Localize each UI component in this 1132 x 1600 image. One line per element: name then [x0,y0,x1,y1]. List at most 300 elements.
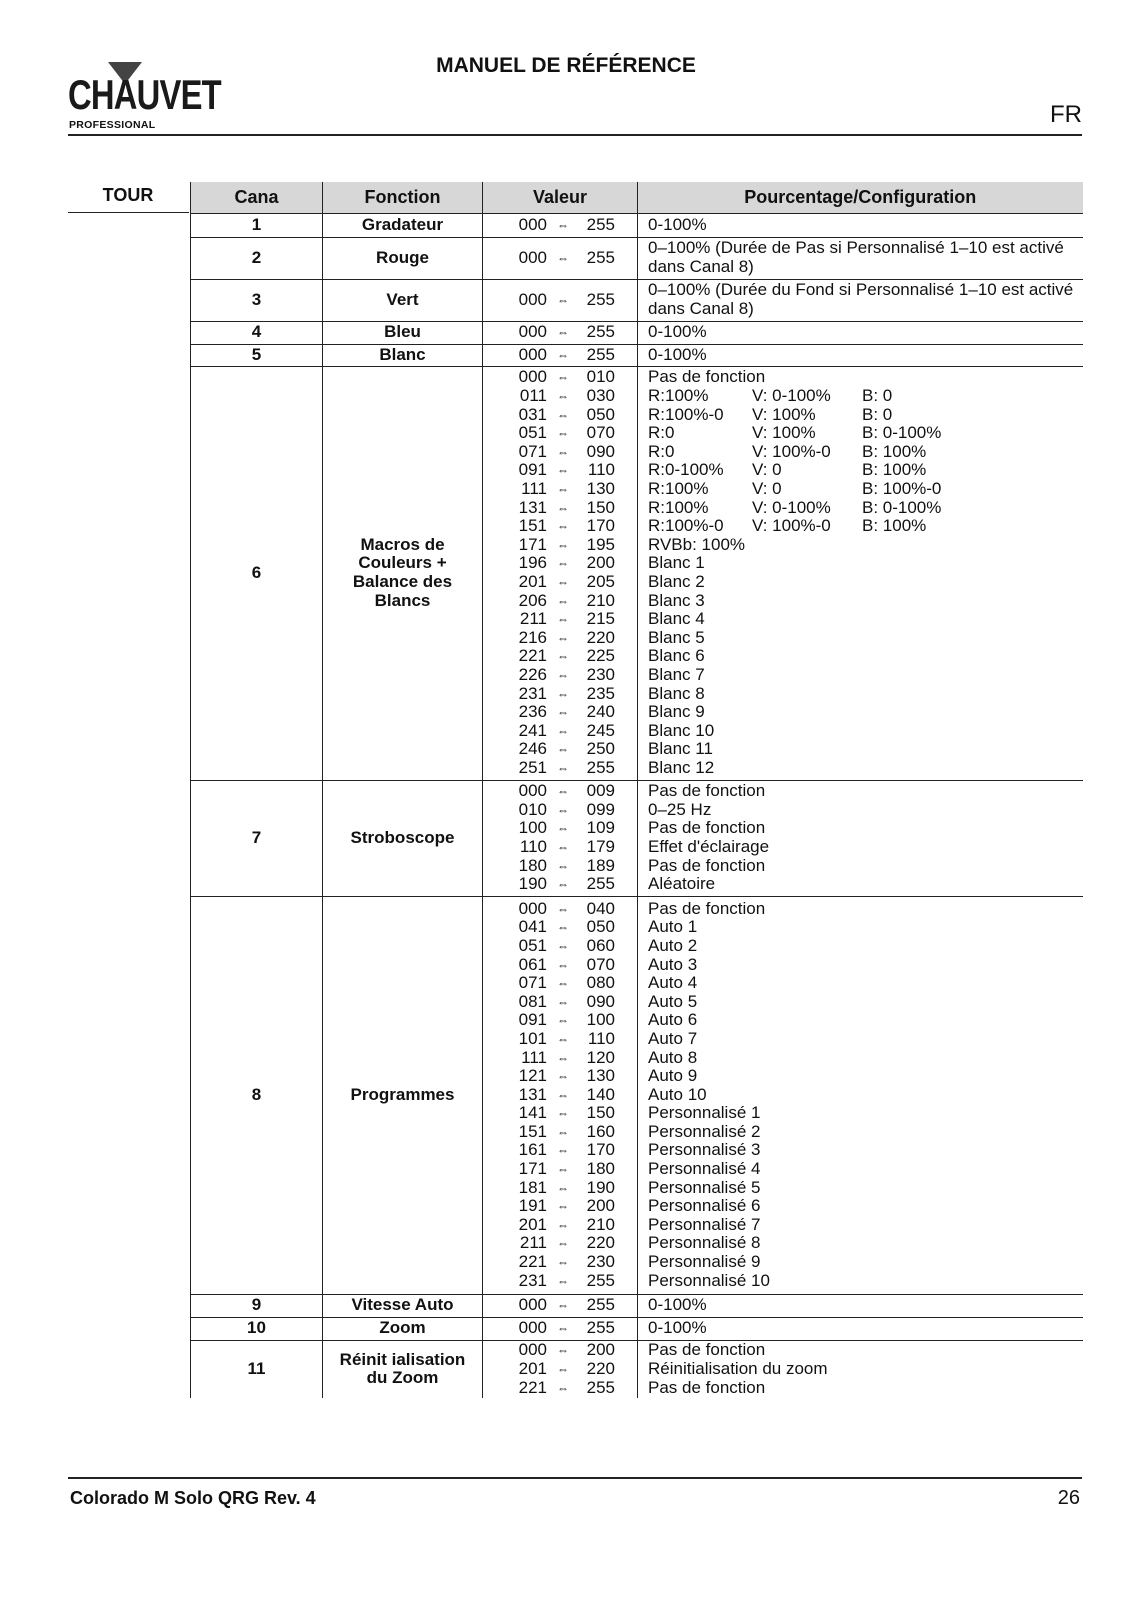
brand-logo [68,62,221,132]
channel-function: Programmes [323,896,483,1294]
configuration-text: Blanc 5 [648,627,705,647]
range-start: 171 [518,1159,547,1179]
value-range-cell [483,780,638,896]
configuration-text: Pas de fonction [648,855,766,875]
range-start: 000 [518,898,547,918]
range-end: 150 [586,1103,615,1123]
range-start: 171 [518,534,547,554]
range-start: 161 [518,1140,547,1160]
range-end: 050 [586,917,615,937]
range-end: 200 [586,1340,615,1360]
configuration-text: Auto 10 [648,1084,707,1104]
configuration-text: Pas de fonction [648,898,766,918]
range-arrow-icon: ⇔ [557,920,569,935]
rgbw-component: B: 100%-0 [862,479,942,499]
rgbw-component: R:0 [648,423,675,443]
range-start: 251 [518,757,547,777]
range-end: 240 [586,702,615,722]
range-end: 179 [586,837,615,856]
range-arrow-icon: ⇔ [557,1069,569,1084]
configuration-cell [638,321,1083,344]
rgbw-component: R:0-100% [648,460,724,480]
range-arrow-icon: ⇔ [557,705,569,720]
page-number: 26 [1057,1487,1080,1509]
range-end: 160 [586,1121,615,1141]
range-end: 030 [586,386,615,406]
range-end: 060 [586,935,615,955]
range-arrow-icon: ⇔ [557,325,569,340]
value-range [511,666,637,685]
configuration-text: Auto 6 [648,1010,698,1030]
value-range [511,554,637,573]
value-range [511,875,637,894]
value-range [511,1216,637,1235]
configuration-text: Personnalisé 9 [648,1252,761,1272]
range-end: 255 [586,322,615,342]
value-range [511,647,637,666]
range-arrow-icon: ⇔ [557,667,569,682]
rgbw-component: V: 100%-0 [752,441,831,461]
range-arrow-icon: ⇔ [557,1361,569,1376]
configuration-text: Personnalisé 7 [648,1214,761,1234]
range-start: 226 [518,664,547,684]
value-range [511,346,637,365]
range-arrow-icon: ⇔ [557,500,569,515]
configuration-text: Personnalisé 6 [648,1196,761,1216]
mode-divider [68,212,189,213]
language-code: FR [1050,101,1082,128]
range-end: 255 [586,344,615,364]
range-start: 236 [518,702,547,722]
configuration-cell [638,213,1083,237]
value-range [511,1296,637,1315]
channel-function: Réinit ialisation du Zoom [323,1340,483,1398]
range-arrow-icon: ⇔ [557,250,569,265]
channel-number: 2 [191,237,323,279]
configuration-text: Auto 7 [648,1028,698,1048]
range-arrow-icon: ⇔ [557,957,569,972]
range-end: 245 [586,720,615,740]
range-arrow-icon: ⇔ [557,1031,569,1046]
range-arrow-icon: ⇔ [557,537,569,552]
value-range [511,857,637,876]
value-range-cell [483,1317,638,1340]
configuration-text: 0-100% [648,1318,707,1338]
rgbw-setting [648,461,1075,480]
configuration-text: RVBb: 100% [648,534,746,554]
rgbw-component: R:100% [648,479,709,499]
value-range [511,406,637,425]
range-end: 220 [586,1358,615,1378]
table-row [191,344,1083,366]
value-range [511,443,637,462]
rgbw-setting [648,387,1075,406]
value-range [511,1379,637,1398]
rgbw-setting [648,499,1075,518]
value-range-cell [483,344,638,366]
range-end: 230 [586,664,615,684]
value-range [511,1123,637,1142]
value-range [511,291,637,310]
range-arrow-icon: ⇔ [557,1013,569,1028]
value-range-cell [483,237,638,279]
range-arrow-icon: ⇔ [557,519,569,534]
value-range [511,1179,637,1198]
configuration-cell [638,366,1083,780]
range-arrow-icon: ⇔ [557,858,569,873]
range-start: 000 [518,247,547,267]
channel-number: 8 [191,896,323,1294]
range-start: 141 [518,1103,547,1123]
range-arrow-icon: ⇔ [557,1143,569,1158]
channel-number: 11 [191,1340,323,1398]
range-start: 231 [518,1270,547,1290]
table-row [191,279,1083,321]
range-end: 210 [586,1214,615,1234]
value-range [511,216,637,235]
range-start: 121 [518,1066,547,1086]
range-start: 000 [518,322,547,342]
rgbw-setting [648,517,1075,536]
configuration-text: Réinitialisation du zoom [648,1358,828,1378]
range-arrow-icon: ⇔ [557,938,569,953]
channel-function: Bleu [323,321,483,344]
rgbw-component: B: 0 [862,386,893,406]
range-start: 111 [521,479,547,499]
configuration-text: 0-100% [648,1295,707,1315]
configuration-text: Auto 9 [648,1066,698,1086]
range-start: 196 [518,553,547,573]
range-end: 230 [586,1252,615,1272]
range-start: 000 [518,1295,547,1315]
configuration-text: Blanc 10 [648,720,715,740]
channel-function: Blanc [323,344,483,366]
range-end: 109 [586,818,615,838]
configuration-cell [638,279,1083,321]
range-end: 130 [586,1066,615,1086]
value-range [511,740,637,759]
configuration-text: Auto 4 [648,973,698,993]
value-range [511,918,637,937]
table-row [191,237,1083,279]
range-start: 000 [518,367,547,387]
configuration-text: Auto 3 [648,954,698,974]
range-start: 000 [518,214,547,234]
range-end: 235 [586,683,615,703]
configuration-text: Personnalisé 3 [648,1140,761,1160]
value-range [511,956,637,975]
range-end: 010 [586,367,615,387]
range-end: 250 [586,739,615,759]
range-arrow-icon: ⇔ [557,901,569,916]
rgbw-setting [648,424,1075,443]
configuration-text: Blanc 1 [648,553,705,573]
configuration-cell [638,344,1083,366]
range-end: 070 [586,954,615,974]
rgbw-component: V: 100%-0 [752,516,831,536]
range-arrow-icon: ⇔ [557,723,569,738]
value-range-cell [483,1294,638,1317]
range-arrow-icon: ⇔ [557,802,569,817]
channel-number: 6 [191,366,323,780]
configuration-text: Personnalisé 2 [648,1121,761,1141]
table-row [191,366,1083,780]
range-start: 201 [518,1214,547,1234]
range-arrow-icon: ⇔ [557,630,569,645]
range-end: 255 [586,1270,615,1290]
range-end: 200 [586,1196,615,1216]
configuration-text: Personnalisé 1 [648,1103,761,1123]
configuration-text: Auto 1 [648,917,698,937]
range-end: 225 [586,646,615,666]
range-start: 071 [518,973,547,993]
configuration-text: Personnalisé 5 [648,1177,761,1197]
range-end: 009 [586,781,615,801]
value-range [511,838,637,857]
range-arrow-icon: ⇔ [557,784,569,799]
range-start: 061 [518,954,547,974]
footer-divider [68,1477,1082,1479]
channel-function: Stroboscope [323,780,483,896]
range-start: 201 [518,1358,547,1378]
range-end: 170 [586,516,615,536]
configuration-text: Auto 5 [648,991,698,1011]
value-range [511,993,637,1012]
configuration-text: Blanc 12 [648,757,715,777]
range-end: 120 [586,1047,615,1067]
value-range [511,1319,637,1338]
range-end: 150 [586,497,615,517]
range-start: 041 [518,917,547,937]
range-end: 040 [586,898,615,918]
range-start: 011 [519,386,547,406]
range-arrow-icon: ⇔ [557,840,569,854]
table-header-row [191,182,1083,213]
table-row [191,1340,1083,1398]
range-arrow-icon: ⇔ [557,1162,569,1177]
range-start: 071 [518,441,547,461]
column-header-value: Valeur [483,182,638,213]
value-range [511,937,637,956]
configuration-text: 0-100% [648,344,707,364]
range-arrow-icon: ⇔ [557,1087,569,1102]
range-arrow-icon: ⇔ [557,347,569,362]
range-arrow-icon: ⇔ [557,444,569,459]
range-start: 246 [518,739,547,759]
value-range-cell [483,1340,638,1398]
range-arrow-icon: ⇔ [557,1217,569,1232]
range-arrow-icon: ⇔ [557,1124,569,1139]
channel-number: 4 [191,321,323,344]
configuration-text: Blanc 11 [648,739,713,759]
range-arrow-icon: ⇔ [557,649,569,664]
range-start: 000 [518,344,547,364]
range-end: 090 [586,441,615,461]
configuration-text: Blanc 7 [648,664,705,684]
range-end: 080 [586,973,615,993]
rgbw-setting [648,406,1075,425]
range-end: 195 [586,534,615,554]
range-start: 051 [518,423,547,443]
range-arrow-icon: ⇔ [557,1199,569,1214]
configuration-cell [638,237,1083,279]
range-end: 140 [586,1084,615,1104]
configuration-text: Pas de fonction [648,367,766,387]
range-arrow-icon: ⇔ [557,1255,569,1270]
value-range [511,759,637,778]
rgbw-component: V: 0-100% [752,386,831,406]
channel-function: Vert [323,279,483,321]
value-range [511,1253,637,1272]
range-end: 215 [586,609,615,629]
range-start: 241 [518,720,547,740]
table-row [191,321,1083,344]
channel-function: Zoom [323,1317,483,1340]
configuration-text: 0–25 Hz [648,799,712,819]
configuration-text: Pas de fonction [648,818,766,838]
range-start: 031 [518,404,547,424]
configuration-text: Auto 2 [648,935,698,955]
configuration-cell [638,1340,1083,1398]
channel-number: 3 [191,279,323,321]
range-start: 231 [518,683,547,703]
value-range [511,703,637,722]
range-end: 200 [586,553,615,573]
range-start: 216 [518,627,547,647]
mode-label: TOUR [102,185,154,205]
rgbw-component: V: 0 [752,479,782,499]
value-range [511,801,637,820]
configuration-cell [638,1294,1083,1317]
range-start: 000 [518,1340,547,1360]
configuration-text: Pas de fonction [648,1377,766,1397]
table-row [191,1317,1083,1340]
range-start: 180 [518,855,547,875]
range-arrow-icon: ⇔ [557,1180,569,1195]
channel-number: 9 [191,1294,323,1317]
range-arrow-icon: ⇔ [557,370,569,385]
channel-number: 5 [191,344,323,366]
value-range-cell [483,321,638,344]
value-range-cell [483,896,638,1294]
value-range [511,1272,637,1291]
configuration-text: 0-100% [648,322,707,342]
range-arrow-icon: ⇔ [557,994,569,1009]
value-range [511,1049,637,1068]
range-start: 111 [521,1047,547,1067]
range-end: 090 [586,991,615,1011]
channel-function: Macros de Couleurs + Balance des Blancs [323,366,483,780]
value-range [511,249,637,268]
range-start: 201 [518,572,547,591]
range-start: 010 [518,799,547,819]
range-start: 221 [518,1252,547,1272]
value-range [511,819,637,838]
range-arrow-icon: ⇔ [557,292,569,307]
range-arrow-icon: ⇔ [557,217,569,232]
range-arrow-icon: ⇔ [557,556,569,571]
range-start: 091 [518,1010,547,1030]
range-arrow-icon: ⇔ [557,1321,569,1336]
column-header-function: Fonction [323,182,483,213]
value-range [511,1197,637,1216]
rgbw-component: V: 100% [752,423,816,443]
range-end: 220 [586,1233,615,1253]
range-start: 131 [518,1084,547,1104]
value-range [511,573,637,592]
table-row [191,896,1083,1294]
range-start: 051 [518,935,547,955]
range-arrow-icon: ⇔ [557,482,569,497]
configuration-text: Blanc 4 [648,609,705,629]
range-end: 255 [586,247,615,267]
value-range [511,610,637,629]
range-end: 110 [587,460,615,480]
value-range-cell [483,213,638,237]
range-end: 070 [586,423,615,443]
range-start: 151 [518,1121,547,1141]
range-start: 081 [518,991,547,1011]
range-end: 130 [586,479,615,499]
range-start: 131 [518,497,547,517]
rgbw-component: B: 0 [862,404,893,424]
value-range [511,1067,637,1086]
configuration-cell [638,780,1083,896]
range-end: 210 [586,590,615,610]
range-start: 211 [519,609,547,629]
value-range [511,1341,637,1360]
range-arrow-icon: ⇔ [557,1343,569,1358]
range-end: 180 [586,1159,615,1179]
value-range [511,517,637,536]
range-start: 000 [518,781,547,801]
configuration-text: Blanc 9 [648,702,705,722]
value-range [511,323,637,342]
configuration-text: 0–100% (Durée du Fond si Personnalisé 1–10 est activé dans Canal 8) [648,280,1074,318]
value-range-cell [483,279,638,321]
rgbw-setting [648,443,1075,462]
value-range [511,480,637,499]
value-range [511,1011,637,1030]
range-arrow-icon: ⇔ [557,575,569,589]
rgbw-component: R:100%-0 [648,516,724,536]
table-row [191,1294,1083,1317]
range-arrow-icon: ⇔ [557,1106,569,1121]
range-end: 205 [586,572,615,591]
range-start: 191 [518,1196,547,1216]
table-row [191,780,1083,896]
value-range [511,1234,637,1253]
range-start: 221 [518,646,547,666]
range-end: 100 [586,1010,615,1030]
range-end: 170 [586,1140,615,1160]
value-range [511,424,637,443]
configuration-text: Blanc 3 [648,590,705,610]
logo-wordmark: CHAUVET [68,71,221,118]
configuration-text: Personnalisé 4 [648,1159,761,1179]
rgbw-component: B: 0-100% [862,497,942,517]
range-arrow-icon: ⇔ [557,877,569,892]
rgbw-setting [648,480,1075,499]
range-arrow-icon: ⇔ [557,612,569,627]
value-range [511,461,637,480]
range-end: 255 [586,1318,615,1338]
channel-number: 1 [191,213,323,237]
rgbw-component: R:100% [648,386,709,406]
configuration-text: Auto 8 [648,1047,698,1067]
range-arrow-icon: ⇔ [557,1298,569,1313]
range-arrow-icon: ⇔ [557,1050,569,1065]
